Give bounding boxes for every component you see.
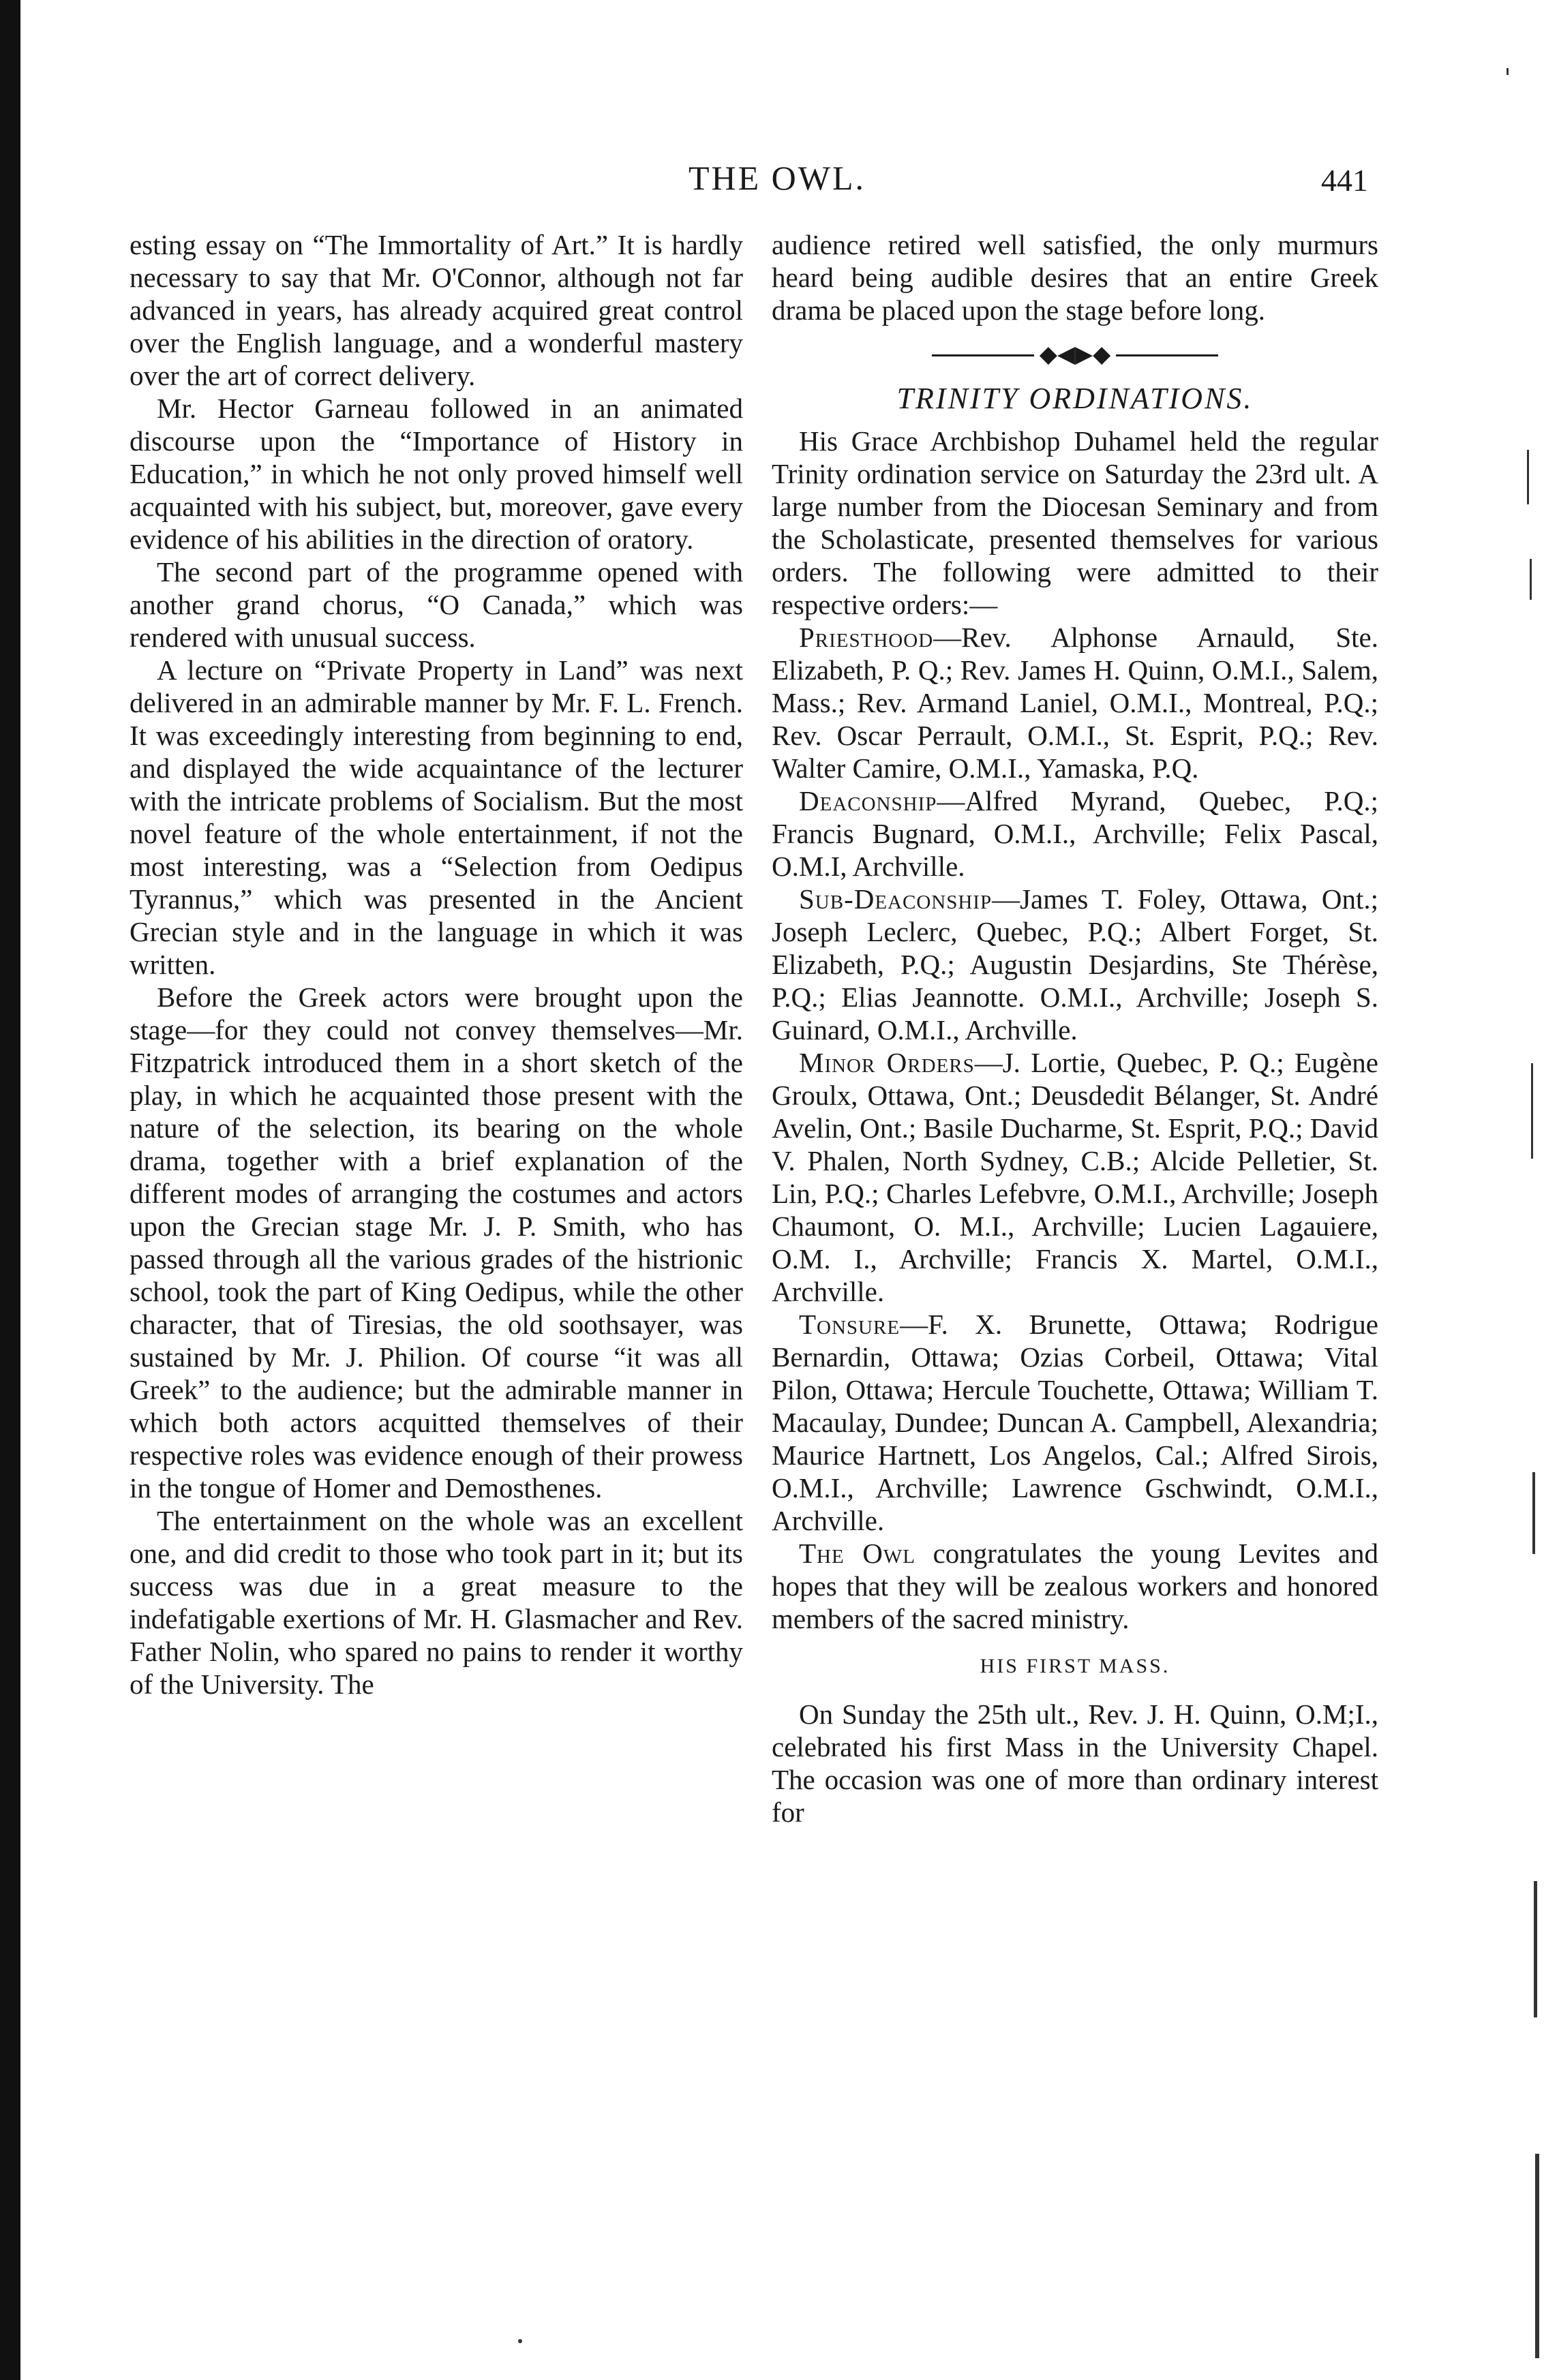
section-divider	[772, 336, 1378, 374]
divider-line-right	[1116, 354, 1218, 356]
speck	[1534, 1881, 1537, 2017]
order-sub-deaconship	[772, 883, 1378, 1046]
divider-ornament-icon: ◆◀▶◆	[1039, 342, 1111, 367]
order-text: —Rev. Alphonse Arnauld, Ste. Elizabeth, P. Q.; Rev. James H. Quinn, O.M.I., Salem, Mass.; Rev. Armand Laniel, O.M.I., Montreal, P.Q.; Rev. Oscar Perrault, O.M.I., St. Esprit, P.Q.; Rev. Walter Camire, O.M.I., Yamaska, P.Q.	[772, 622, 1378, 784]
page-number: 441	[1321, 163, 1368, 198]
order-text: —James T. Foley, Ottawa, Ont.; Joseph Leclerc, Quebec, P.Q.; Albert Forget, St. Elizabeth, P.Q.; Augustin Desjardins, Ste Thérèse, P.Q.; Elias Jeannotte. O.M.I., Archville; Joseph S. Guinard, O.M.I., Archville.	[772, 883, 1378, 1046]
scan-left-border	[0, 0, 20, 2380]
paragraph-ordination-intro: His Grace Archbishop Duhamel held the regular Trinity ordination service on Saturday the 23rd ult. A large number from the Diocesan Seminary and from the Scholasticate, presented themselves for various orders. The following were admitted to their respective orders:—	[772, 425, 1378, 620]
order-text: —Alfred Myrand, Quebec, P.Q.; Francis Bugnard, O.M.I., Archville; Felix Pascal, O.M.I, Archville.	[772, 785, 1378, 882]
scan-dot	[518, 2339, 522, 2343]
order-label: Tonsure	[799, 1309, 900, 1340]
closing-text: congratulates the young Levites and hopes that they will be zealous workers and honored members of the sacred ministry.	[772, 1538, 1378, 1634]
order-label: Minor Orders	[799, 1047, 975, 1078]
paragraph-greek-actors: Before the Greek actors were brought upon the stage—for they could not convey themselves—Mr. Fitzpatrick introduced them in a short sketch of the play, in which he acquainted those present with the nature of the selection, its bearing on the whole drama, together with a brief explanation of the different modes of arranging the costumes and actors upon the Grecian stage Mr. J. P. Smith, who has passed through all the various grades of the histrionic school, took the part of King Oedipus, while the other character, that of Tiresias, the old soothsayer, was sustained by Mr. J. Philion. Of course “it was all Greek” to the audience; but the admirable manner in which both actors acquitted themselves of their respective roles was evidence enough of their prowess in the tongue of Homer and Demosthenes.	[130, 981, 743, 1504]
divider-line-left	[932, 354, 1034, 356]
order-label: Priesthood	[799, 622, 934, 653]
paragraph-first-mass: On Sunday the 25th ult., Rev. J. H. Quinn, O.M;I., celebrated his first Mass in the University Chapel. The occasion was one of more than ordinary interest for	[772, 1698, 1378, 1828]
speck	[1532, 1472, 1535, 1554]
paragraph-lecture: A lecture on “Private Property in Land” was next delivered in an admirable manner by Mr. F. L. French. It was exceedingly interesting from beginning to end, and displayed the wide acquaintance of the lecturer with the intricate problems of Socialism. But the most novel feature of the whole entertainment, if not the most interesting, was a “Selection from Oedipus Tyrannus,” which was presented in the Ancient Grecian style and in the language in which it was written.	[130, 654, 743, 980]
order-text: —J. Lortie, Quebec, P. Q.; Eugène Groulx, Ottawa, Ont.; Deusdedit Bélanger, St. André Avelin, Ont.; Basile Ducharme, St. Esprit, P.Q.; David V. Phalen, North Sydney, C.B.; Alcide Pelletier, St. Lin, P.Q.; Charles Lefebvre, O.M.I., Archville; Joseph Chaumont, O. M.I., Archville; Lucien Lagauiere, O.M. I., Archville; Francis X. Martel, O.M.I., Archville.	[772, 1047, 1378, 1307]
page-title: THE OWL.	[688, 159, 866, 197]
paragraph-audience: audience retired well satisfied, the only murmurs heard being audible desires that an entire Greek drama be placed upon the stage before long.	[772, 229, 1378, 326]
speck	[1530, 559, 1532, 600]
scan-margin-noise	[1500, 41, 1541, 2372]
paragraph-garneau: Mr. Hector Garneau followed in an animated discourse upon the “Importance of History in Education,” in which he not only proved himself well acquainted with his subject, but, moreover, gave every evidence of his abilities in the direction of oratory.	[130, 393, 743, 555]
right-column	[772, 228, 1378, 1829]
order-deaconship	[772, 784, 1378, 883]
paragraph-entertainment: The entertainment on the whole was an excellent one, and did credit to those who took part in it; but its success was due in a great measure to the indefatigable exertions of Mr. H. Glasmacher and Rev. Father Nolin, who spared no pains to render it worthy of the University. The	[130, 1505, 743, 1700]
left-column	[130, 228, 743, 1700]
speck	[1531, 1063, 1533, 1159]
paragraph-owl-congratulates	[772, 1537, 1378, 1635]
speck	[1527, 450, 1529, 504]
paragraph-owl-essay: esting essay on “The Immortality of Art.” It is hardly necessary to say that Mr. O'Connor, although not far advanced in years, has already acquired great control over the English language, and a wonderful mastery over the art of correct delivery.	[130, 229, 743, 391]
order-label: Sub-Deaconship	[799, 883, 993, 915]
order-tonsure	[772, 1308, 1378, 1537]
order-text: —F. X. Brunette, Ottawa; Rodrigue Bernardin, Ottawa; Ozias Corbeil, Ottawa; Vital Pilon, Ottawa; Hercule Touchette, Ottawa; William T. Macaulay, Dundee; Duncan A. Campbell, Alexandria; Maurice Hartnett, Los Angelos, Cal.; Alfred Sirois, O.M.I., Archville; Lawrence Gschwindt, O.M.I., Archville.	[772, 1309, 1378, 1536]
speck	[1535, 2154, 1539, 2358]
order-label: Deaconship	[799, 785, 937, 817]
section-heading-trinity-ordinations: TRINITY ORDINATIONS.	[896, 382, 1254, 415]
speck	[1507, 68, 1509, 75]
order-priesthood	[772, 621, 1378, 784]
order-minor-orders	[772, 1046, 1378, 1308]
sub-heading-first-mass: HIS FIRST MASS.	[980, 1655, 1170, 1677]
owl-label: The Owl	[799, 1538, 915, 1569]
paragraph-second-part: The second part of the programme opened with another grand chorus, “O Canada,” which was rendered with unusual success.	[130, 556, 743, 653]
